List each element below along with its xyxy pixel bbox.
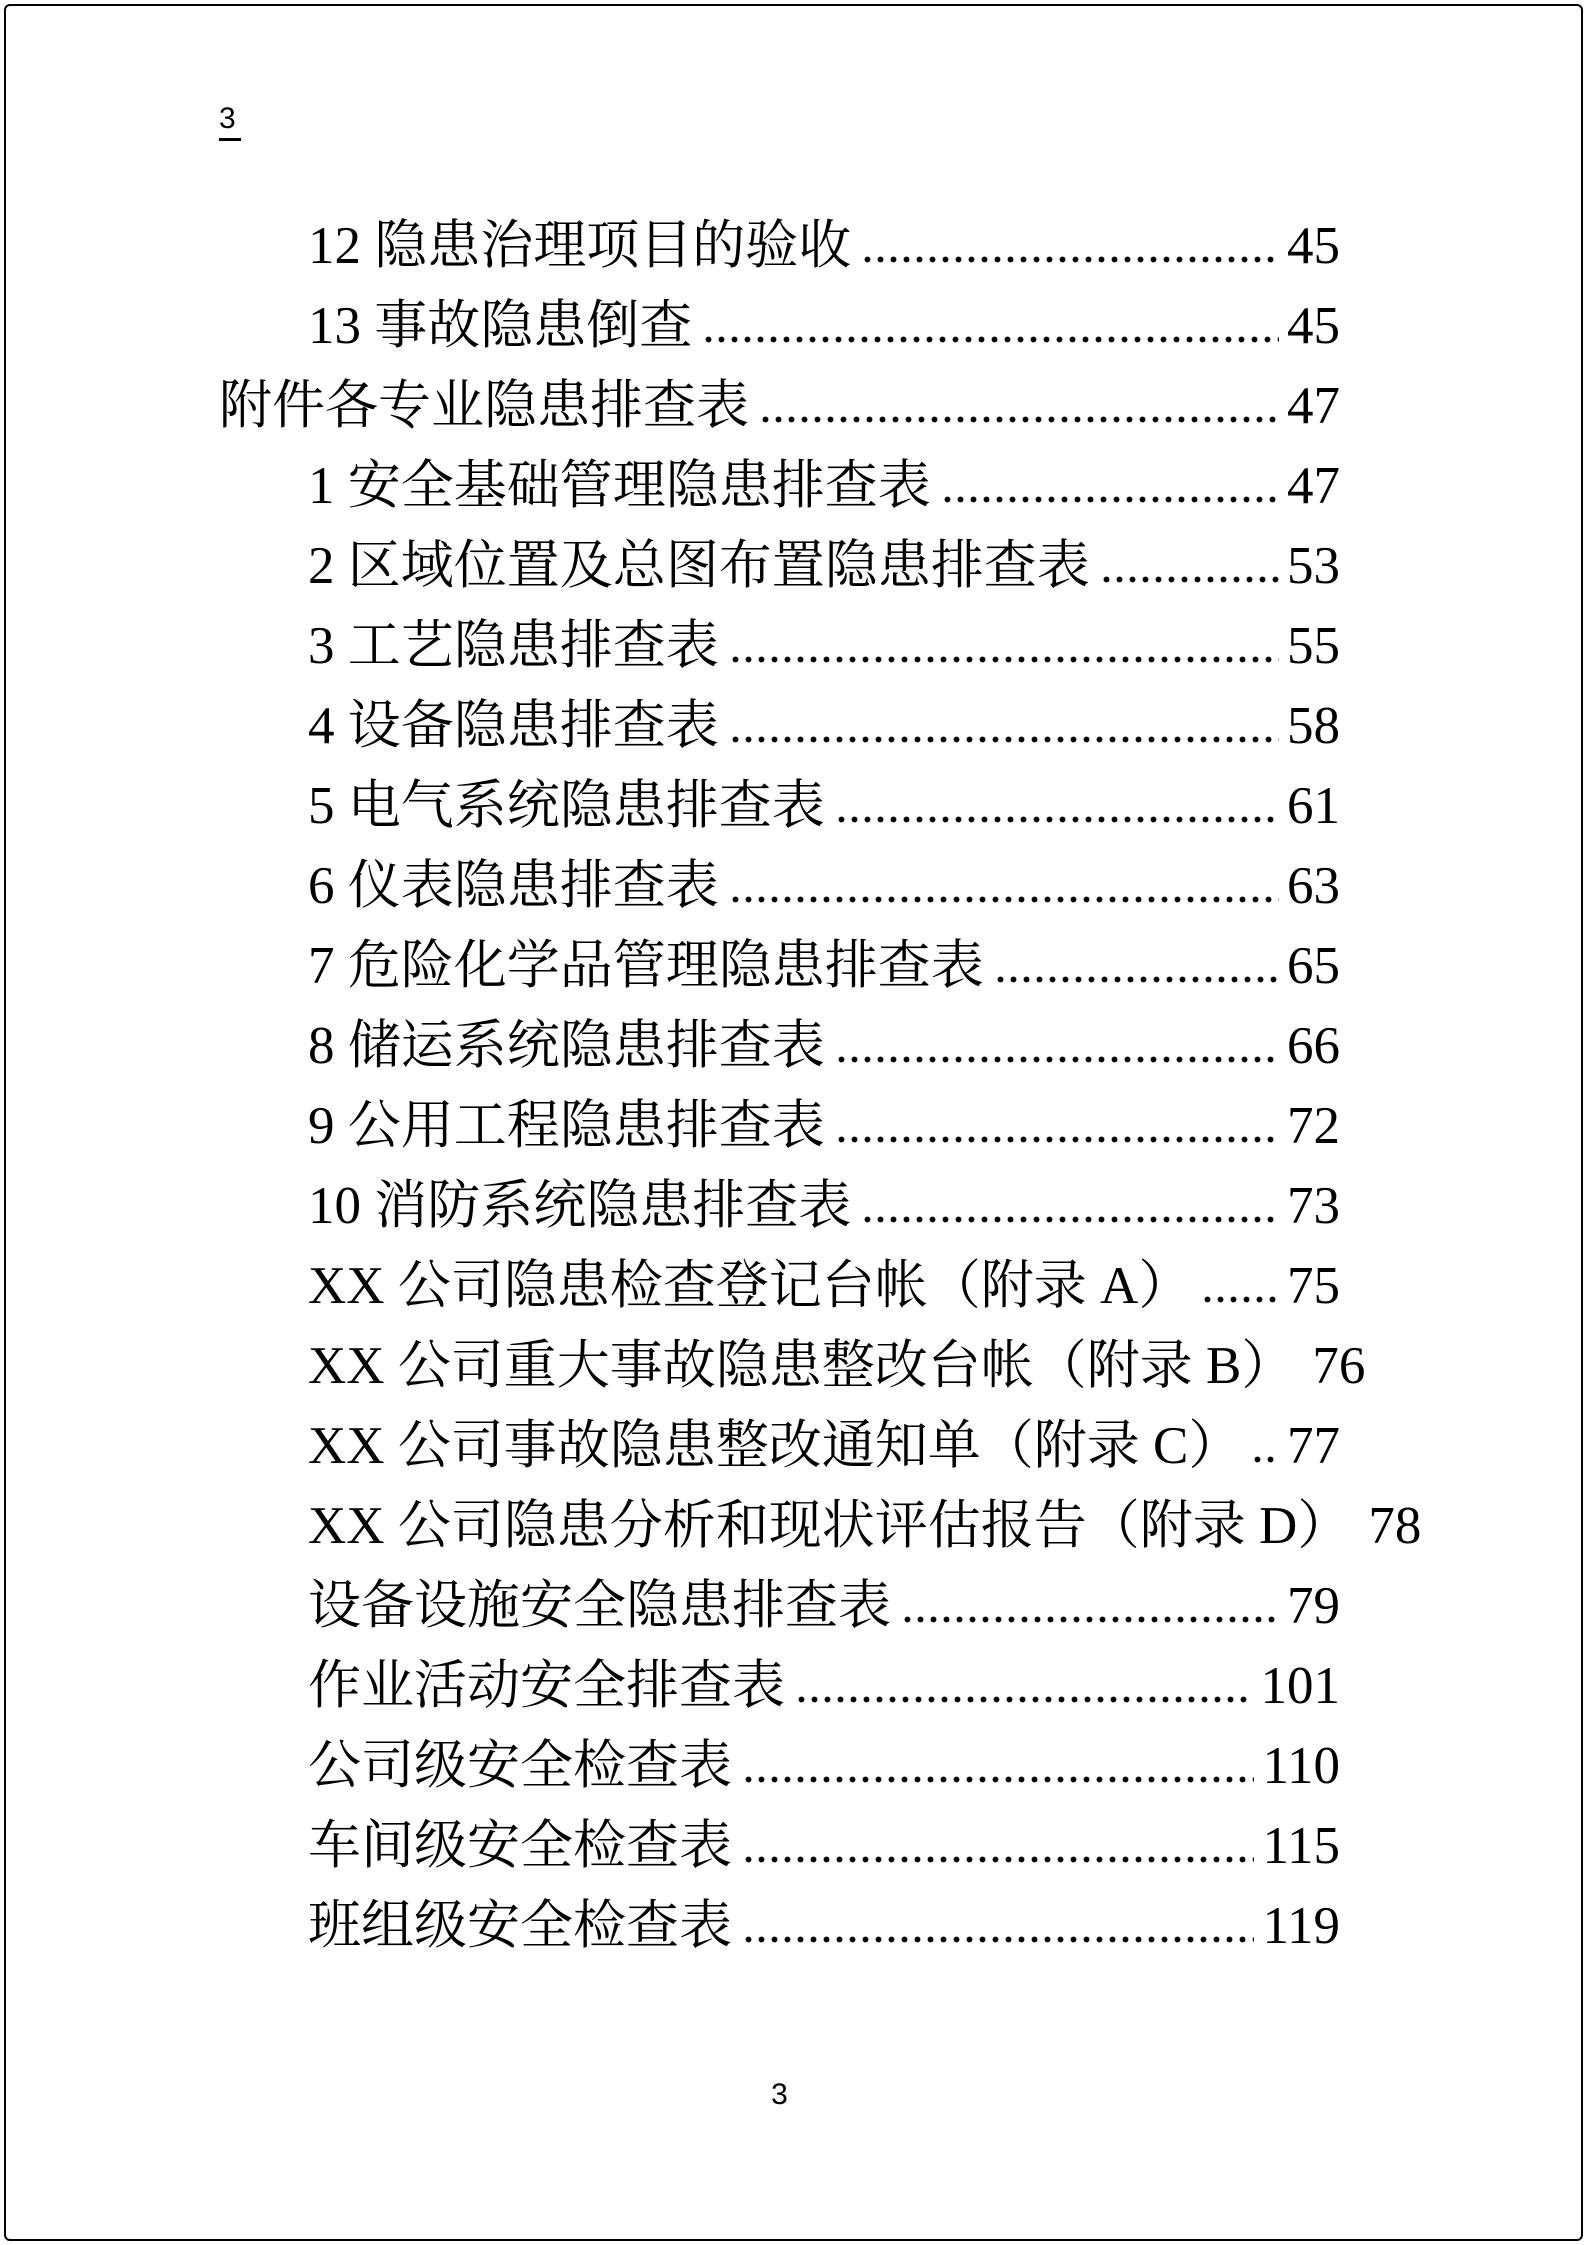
toc-leader-dots: [835, 1086, 1279, 1166]
toc-entry-page-number: 47: [1287, 377, 1340, 435]
toc-leader-dots: [835, 1006, 1279, 1086]
toc-leader-dots: [759, 366, 1279, 446]
page-footer: [219, 2078, 1340, 2113]
toc-entry[interactable]: [219, 1486, 1422, 1566]
toc-entry-page-number: 119: [1262, 1897, 1340, 1955]
toc-entry-label: 6 仪表隐患排查表: [308, 857, 719, 915]
toc-entry[interactable]: [219, 206, 1340, 286]
toc-entry[interactable]: [219, 366, 1340, 446]
toc-entry[interactable]: [219, 1806, 1340, 1886]
toc-entry-page-number: 73: [1287, 1177, 1340, 1235]
toc-leader-dots: [729, 846, 1279, 926]
toc-entry-page-number: 101: [1260, 1657, 1340, 1715]
toc-leader-dots: [994, 926, 1279, 1006]
toc-entry-label: XX 公司隐患检查登记台帐（附录 A）: [308, 1257, 1192, 1315]
toc-entry[interactable]: [219, 1566, 1340, 1646]
toc-entry[interactable]: [219, 1406, 1340, 1486]
toc-entry-page-number: 65: [1287, 937, 1340, 995]
toc-entry-label: 5 电气系统隐患排查表: [308, 777, 825, 835]
toc-entry-label: 2 区域位置及总图布置隐患排查表: [308, 537, 1090, 595]
toc-entry-label: 4 设备隐患排查表: [308, 697, 719, 755]
toc-leader-dots: [1100, 526, 1279, 606]
footer-page-number: 3: [771, 2078, 788, 2111]
toc-leader-dots: [835, 766, 1279, 846]
toc-entry-label: 车间级安全检查表: [308, 1817, 732, 1875]
toc-entry-label: 作业活动安全排查表: [308, 1657, 785, 1715]
toc-entry[interactable]: [219, 766, 1340, 846]
toc-leader-dots: [729, 606, 1279, 686]
toc-entry-label: 1 安全基础管理隐患排查表: [308, 457, 931, 515]
toc-entry-label: XX 公司重大事故隐患整改台帐（附录 B）: [308, 1337, 1295, 1395]
toc-entry-page-number: 66: [1287, 1017, 1340, 1075]
toc-entry-label: 设备设施安全隐患排查表: [308, 1577, 891, 1635]
toc-entry-page-number: 76: [1312, 1337, 1366, 1395]
toc-entry[interactable]: [219, 926, 1340, 1006]
table-of-contents: [219, 206, 1422, 1966]
toc-entry[interactable]: [219, 286, 1340, 366]
toc-entry-label: XX 公司事故隐患整改通知单（附录 C）: [308, 1417, 1242, 1475]
toc-entry[interactable]: [219, 1726, 1340, 1806]
page-header: [219, 102, 241, 141]
toc-leader-dots: [861, 206, 1279, 286]
toc-entry[interactable]: [219, 1326, 1366, 1406]
toc-entry[interactable]: [219, 686, 1340, 766]
toc-entry-page-number: 75: [1287, 1257, 1340, 1315]
toc-entry-label: 班组级安全检查表: [308, 1897, 732, 1955]
toc-entry[interactable]: [219, 606, 1340, 686]
toc-leader-dots: [795, 1646, 1253, 1726]
toc-entry-page-number: 45: [1287, 297, 1340, 355]
toc-entry-page-number: 78: [1368, 1497, 1422, 1555]
toc-entry-label: 3 工艺隐患排查表: [308, 617, 719, 675]
toc-entry-label: 附件各专业隐患排查表: [219, 377, 749, 435]
toc-entry-page-number: 79: [1287, 1577, 1340, 1635]
toc-entry-label: 12 隐患治理项目的验收: [308, 217, 852, 275]
toc-leader-dots: [729, 686, 1279, 766]
toc-entry-page-number: 63: [1287, 857, 1340, 915]
toc-entry-label: 9 公用工程隐患排查表: [308, 1097, 825, 1155]
header-page-number: 3: [219, 102, 241, 141]
toc-leader-dots: [742, 1886, 1254, 1966]
toc-entry[interactable]: [219, 1006, 1340, 1086]
toc-entry[interactable]: [219, 1086, 1340, 1166]
toc-entry-page-number: 110: [1262, 1737, 1340, 1795]
toc-entry-page-number: 58: [1287, 697, 1340, 755]
toc-entry-page-number: 47: [1287, 457, 1340, 515]
toc-leader-dots: [941, 446, 1279, 526]
toc-entry-label: 13 事故隐患倒查: [308, 297, 693, 355]
toc-leader-dots: [1251, 1406, 1279, 1486]
toc-leader-dots: [742, 1806, 1254, 1886]
toc-entry-label: 10 消防系统隐患排查表: [308, 1177, 852, 1235]
toc-entry-page-number: 72: [1287, 1097, 1340, 1155]
toc-rows: [219, 206, 1422, 1966]
toc-entry[interactable]: [219, 1246, 1340, 1326]
toc-entry[interactable]: [219, 446, 1340, 526]
toc-entry[interactable]: [219, 1646, 1340, 1726]
toc-entry-label: 7 危险化学品管理隐患排查表: [308, 937, 984, 995]
toc-entry-page-number: 53: [1287, 537, 1340, 595]
toc-entry[interactable]: [219, 846, 1340, 926]
toc-entry-label: 8 储运系统隐患排查表: [308, 1017, 825, 1075]
toc-leader-dots: [901, 1566, 1279, 1646]
toc-leader-dots: [1201, 1246, 1279, 1326]
toc-entry[interactable]: [219, 1166, 1340, 1246]
toc-entry-label: 公司级安全检查表: [308, 1737, 732, 1795]
toc-entry-page-number: 61: [1287, 777, 1340, 835]
toc-entry-page-number: 55: [1287, 617, 1340, 675]
toc-entry[interactable]: [219, 526, 1340, 606]
toc-entry-page-number: 45: [1287, 217, 1340, 275]
toc-entry[interactable]: [219, 1886, 1340, 1966]
toc-entry-page-number: 115: [1262, 1817, 1340, 1875]
toc-entry-label: XX 公司隐患分析和现状评估报告（附录 D）: [308, 1497, 1351, 1555]
toc-entry-page-number: 77: [1287, 1417, 1340, 1475]
toc-leader-dots: [742, 1726, 1254, 1806]
toc-leader-dots: [861, 1166, 1279, 1246]
toc-leader-dots: [702, 286, 1279, 366]
